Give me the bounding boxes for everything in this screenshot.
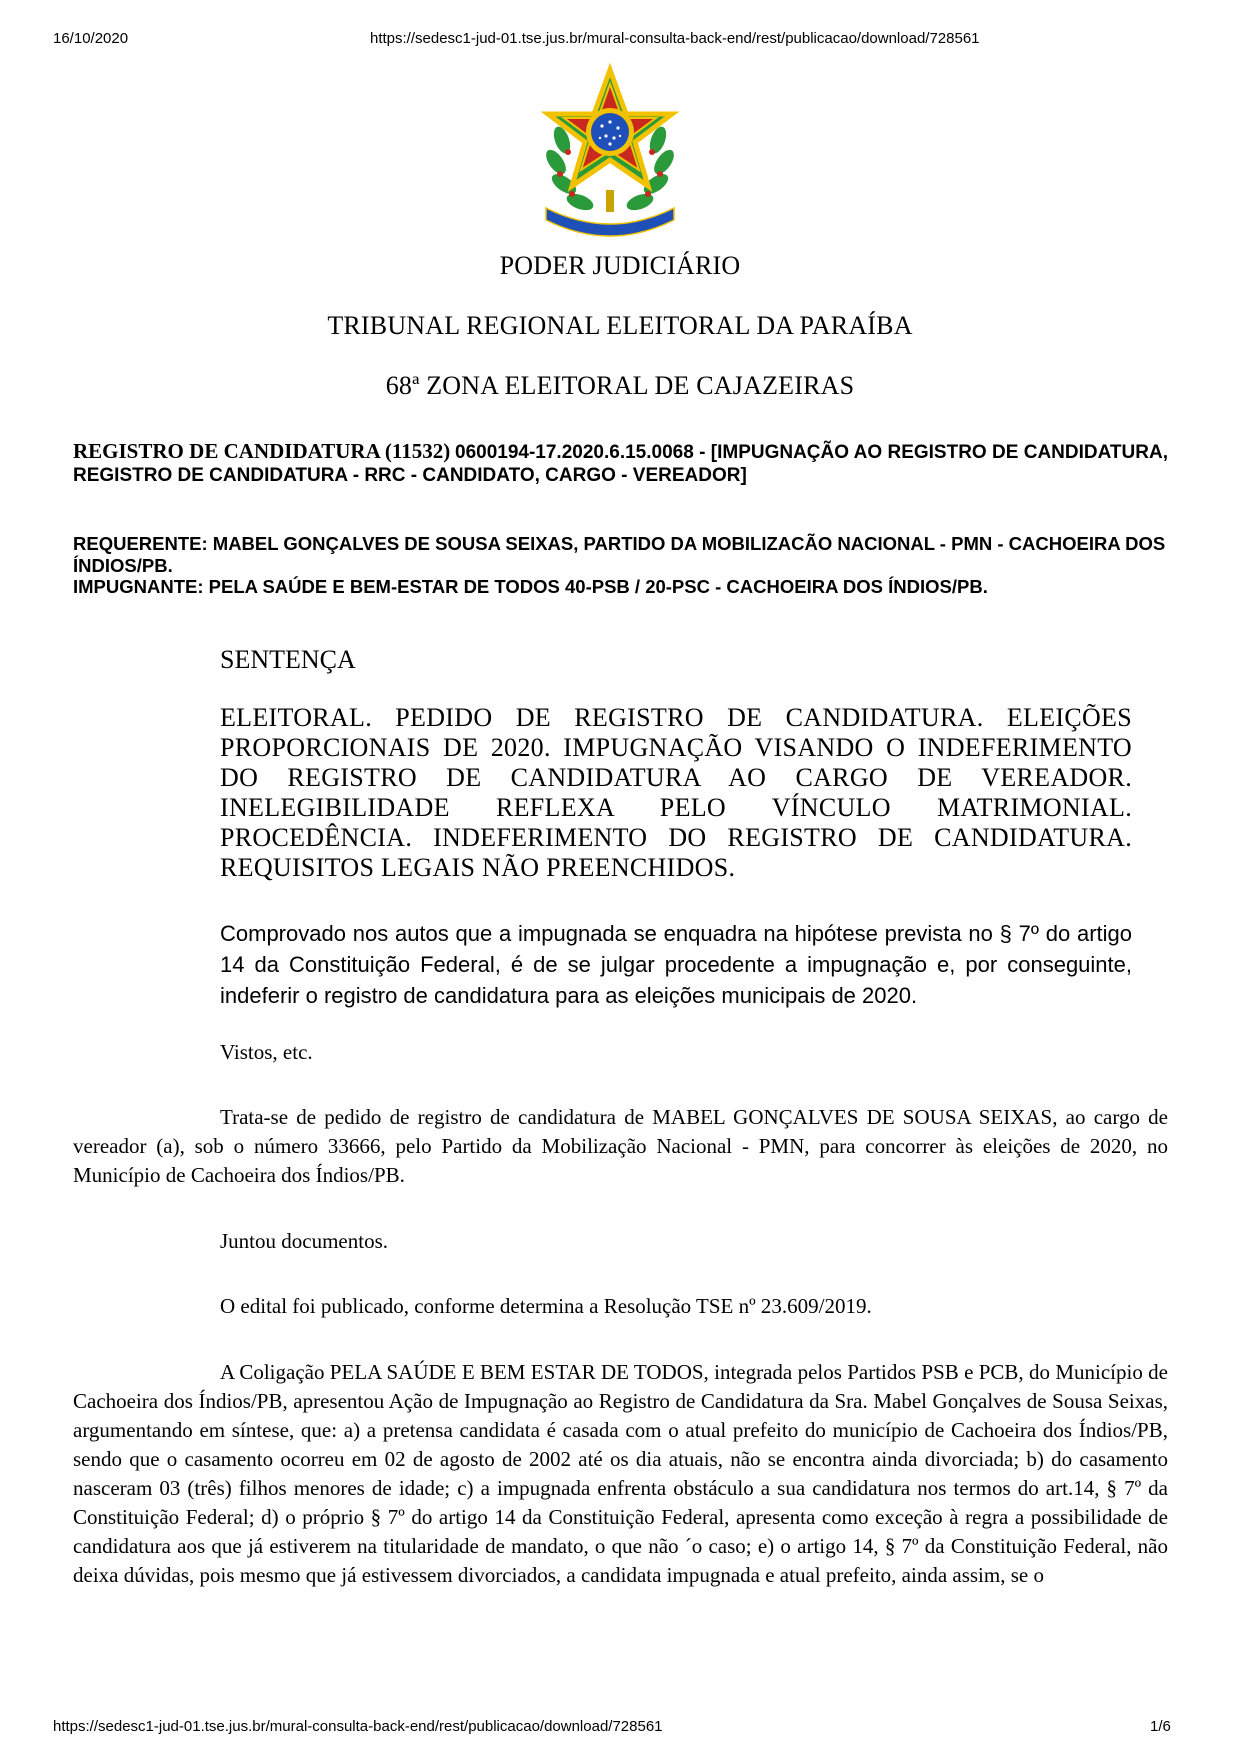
sentence-ementa: ELEITORAL. PEDIDO DE REGISTRO DE CANDIDATURA. ELEIÇÕES PROPORCIONAIS DE 2020. IMPUGNAÇÃO VISANDO O INDEFERIMENTO DO REGISTRO DE CANDIDATURA AO CARGO DE VEREADOR. INELEGIBILIDADE REFLEXA PELO VÍNCULO MATRIMONIAL. PROCEDÊNCIA. INDEFERIMENTO DO REGISTRO DE CANDIDATURA. REQUISITOS LEGAIS NÃO PREENCHIDOS.: [220, 703, 1132, 882]
vistos-line: Vistos, etc.: [220, 1040, 313, 1064]
parties-block: [73, 533, 1168, 598]
print-header-date: 16/10/2020: [53, 30, 129, 47]
print-header-url: https://sedesc1-jud-01.tse.jus.br/mural-consulta-back-end/rest/publicacao/download/728561: [370, 30, 980, 47]
sentence-summary: Comprovado nos autos que a impugnada se enquadra na hipótese prevista no § 7º do artigo 14 da Constituição Federal, é de se julgar procedente a impugnação e, por conseguinte, indeferir o registro de candidatura para as eleições municipais de 2020.: [220, 921, 1132, 1008]
impugnante-line: IMPUGNANTE: PELA SAÚDE E BEM-ESTAR DE TODOS 40-PSB / 20-PSC - CACHOEIRA DOS ÍNDIOS/PB.: [73, 576, 988, 597]
heading-poder-judiciario: PODER JUDICIÁRIO: [499, 251, 741, 280]
brazil-coat-of-arms-icon: [540, 62, 680, 237]
sentence-title: SENTENÇA: [220, 645, 356, 674]
heading-zona-eleitoral: 68ª ZONA ELEITORAL DE CAJAZEIRAS: [385, 371, 855, 400]
requerente-line: REQUERENTE: MABEL GONÇALVES DE SOUSA SEIXAS, PARTIDO DA MOBILIZACÃO NACIONAL - PMN - CACHOEIRA DOS ÍNDIOS/PB.: [73, 533, 1166, 576]
paragraph-edital: O edital foi publicado, conforme determina a Resolução TSE nº 23.609/2019.: [220, 1294, 872, 1318]
print-footer-page-number: 1/6: [1150, 1718, 1171, 1735]
case-identification: [73, 440, 1168, 487]
case-class-label: REGISTRO DE CANDIDATURA (11532): [73, 439, 451, 463]
heading-tribunal: TRIBUNAL REGIONAL ELEITORAL DA PARAÍBA: [327, 311, 913, 340]
paragraph-trata-se: Trata-se de pedido de registro de candidatura de MABEL GONÇALVES DE SOUSA SEIXAS, ao cargo de vereador (a), sob o número 33666, pelo Partido da Mobilização Nacional - PMN, para concorrer às eleições de 2020, no Município de Cachoeira dos Índios/PB.: [73, 1105, 1168, 1187]
print-footer-url: https://sedesc1-jud-01.tse.jus.br/mural-consulta-back-end/rest/publicacao/download/728561: [53, 1718, 663, 1735]
case-details: 0600194-17.2020.6.15.0068 - [IMPUGNAÇÃO AO REGISTRO DE CANDIDATURA, REGISTRO DE CANDIDATURA - RRC - CANDIDATO, CARGO - VEREADOR]: [73, 442, 1168, 486]
paragraph-coligacao: A Coligação PELA SAÚDE E BEM ESTAR DE TODOS, integrada pelos Partidos PSB e PCB, do Município de Cachoeira dos Índios/PB, apresentou Ação de Impugnação ao Registro de Candidatura da Sra. Mabel Gonçalves de Sousa Seixas, argumentando em síntese, que: a) a pretensa candidata é casada com o atual prefeito do município de Cachoeira dos Índios/PB, sendo que o casamento ocorreu em 02 de agosto de 2002 até os dia atuais, não se encontra ainda divorciada; b) do casamento nasceram 03 (três) filhos menores de idade; c) a impugnada enfrenta obstáculo a sua candidatura nos termos do art.14, § 7º da Constituição Federal; d) o próprio § 7º do artigo 14 da Constituição Federal, apresenta como exceção à regra a possibilidade de candidatura aos que já estiverem na titularidade de mandato, o que não ´o caso; e) o artigo 14, § 7º da Constituição Federal, não deixa dúvidas, pois mesmo que já estivessem divorciados, a candidata impugnada e atual prefeito, ainda assim, se o: [73, 1360, 1168, 1587]
paragraph-juntou: Juntou documentos.: [220, 1229, 388, 1253]
